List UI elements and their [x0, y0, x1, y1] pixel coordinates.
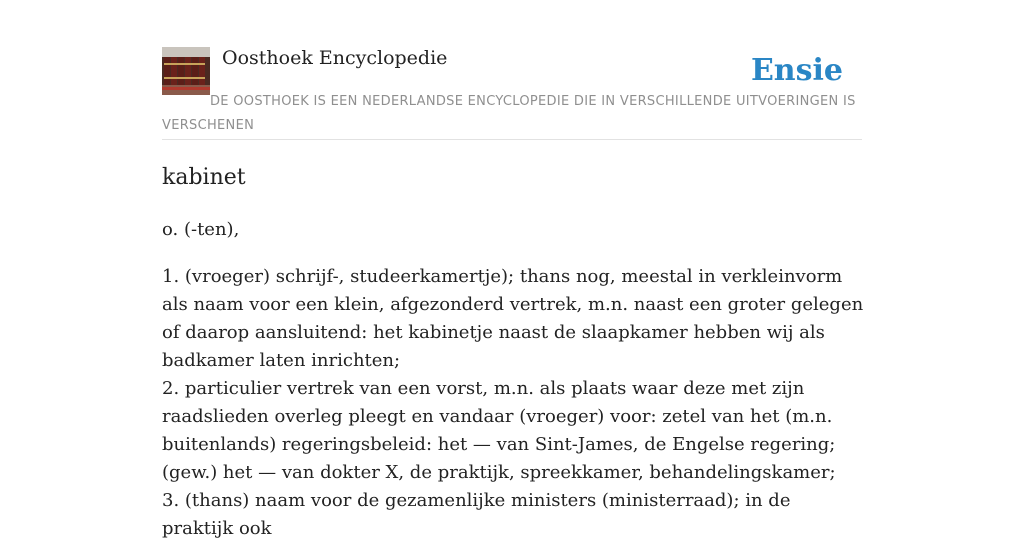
encyclopedia-books-avatar-icon[interactable]	[162, 47, 210, 95]
entry-title: kabinet	[162, 165, 246, 190]
ensie-brand-link[interactable]: Ensie	[750, 53, 843, 88]
books-icon	[162, 47, 210, 95]
site-title[interactable]: Oosthoek Encyclopedie	[222, 47, 448, 69]
site-header	[162, 46, 862, 140]
site-tagline: DE OOSTHOEK IS EEN NEDERLANDSE ENCYCLOPEDIE DIE IN VERSCHILLENDE UITVOERINGEN IS VERSCHENEN	[162, 94, 856, 133]
entry-definitions	[162, 263, 864, 543]
definition-1: 1. (vroeger) schrijf-, studeerkamertje); thans nog, meestal in verkleinvorm als naam voor een klein, afgezonderd vertrek, m.n. naast een groter gelegen of daarop aansluitend: het kabinetje naast de slaapkamer hebben wij als badkamer laten inrichten;	[162, 266, 864, 371]
definition-3: 3. (thans) naam voor de gezamenlijke ministers (ministerraad); in de praktijk ook	[162, 490, 791, 539]
entry-content	[162, 160, 864, 543]
definition-2: 2. particulier vertrek van een vorst, m.n. als plaats waar deze met zijn raadslieden overleg pleegt en vandaar (vroeger) voor: zetel van het (m.n. buitenlands) regeringsbeleid: het — van Sint-James, de Engelse regering; (gew.) het — van dokter X, de praktijk, spreekkamer, behandelingskamer;	[162, 378, 836, 483]
entry-grammar: o. (-ten),	[162, 219, 240, 240]
